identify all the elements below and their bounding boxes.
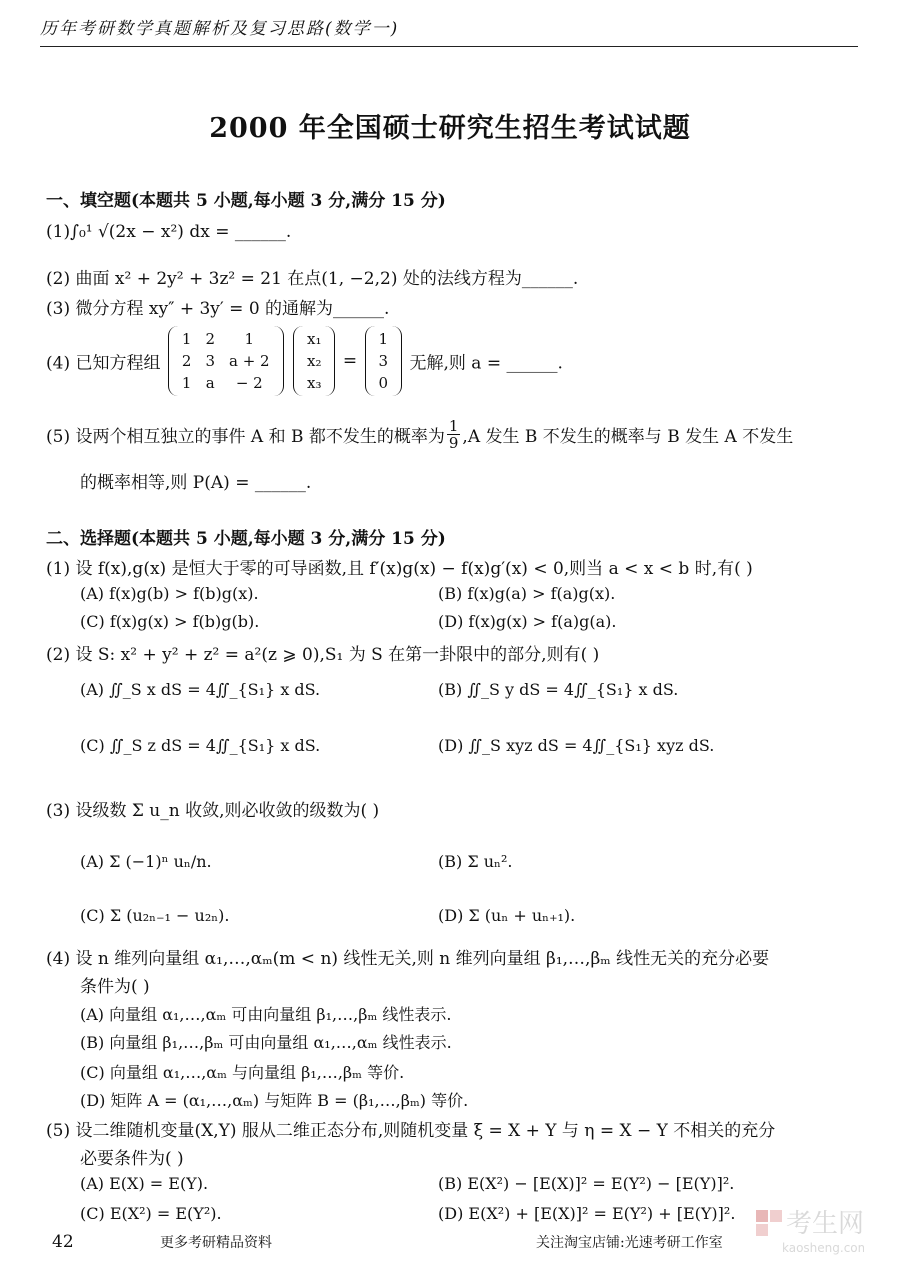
option-c: (C) E(X²) = E(Y²). bbox=[80, 1204, 222, 1223]
watermark-square bbox=[770, 1210, 782, 1222]
option-d: (D) ∬_S xyz dS = 4∬_{S₁} xyz dS. bbox=[438, 736, 715, 755]
option-b: (B) E(X²) − [E(X)]² = E(Y²) − [E(Y)]². bbox=[438, 1174, 735, 1193]
s2-question-1: (1) 设 f(x),g(x) 是恒大于零的可导函数,且 f′(x)g(x) − f(x)g′(x) < 0,则当 a < x < b 时,有( ) bbox=[46, 559, 753, 579]
s2-question-4-cont: 条件为( ) bbox=[80, 977, 150, 997]
q5-text-b: ,A 发生 B 不发生的概率与 B 发生 A 不发生 bbox=[462, 427, 794, 447]
exam-title: 2000 年全国硕士研究生招生考试试题 bbox=[209, 113, 691, 144]
matrix-cell: a + 2 bbox=[228, 352, 270, 370]
option-d: (D) f(x)g(x) > f(a)g(a). bbox=[438, 612, 617, 631]
s1-question-1: (1)∫₀¹ √(2x − x²) dx = ______. bbox=[46, 222, 292, 242]
fraction bbox=[447, 418, 461, 451]
coefficient-matrix bbox=[168, 326, 284, 396]
page-number: 42 bbox=[52, 1232, 74, 1252]
option-b: (B) 向量组 β₁,…,βₘ 可由向量组 α₁,…,αₘ 线性表示. bbox=[80, 1033, 452, 1052]
s2-question-5: (5) 设二维随机变量(X,Y) 服从二维正态分布,则随机变量 ξ = X + Y 与 η = X − Y 不相关的充分 bbox=[46, 1121, 776, 1141]
option-b: (B) ∬_S y dS = 4∬_{S₁} x dS. bbox=[438, 680, 679, 699]
matrix-cell: 3 bbox=[205, 352, 215, 370]
option-a: (A) 向量组 α₁,…,αₘ 可由向量组 β₁,…,βₘ 线性表示. bbox=[80, 1005, 452, 1024]
option-a: (A) ∬_S x dS = 4∬_{S₁} x dS. bbox=[80, 680, 321, 699]
option-d: (D) 矩阵 A = (α₁,…,αₘ) 与矩阵 B = (β₁,…,βₘ) 等价. bbox=[80, 1091, 469, 1110]
matrix-cell: 2 bbox=[205, 330, 215, 348]
section1-heading: 一、填空题(本题共 5 小题,每小题 3 分,满分 15 分) bbox=[46, 191, 446, 211]
fraction-numerator: 1 bbox=[448, 417, 459, 435]
s1-question-3: (3) 微分方程 xy″ + 3y′ = 0 的通解为______. bbox=[46, 299, 390, 319]
fraction-denominator: 9 bbox=[448, 434, 459, 452]
watermark-square bbox=[756, 1210, 768, 1222]
matrix-cell: 2 bbox=[181, 352, 192, 370]
header-text: 历年考研数学真题解析及复习思路(数学一) bbox=[40, 19, 400, 39]
option-a: (A) f(x)g(b) > f(b)g(x). bbox=[80, 584, 259, 603]
variable-vector bbox=[293, 326, 335, 396]
watermark-en: kaosheng.com bbox=[782, 1241, 864, 1255]
rhs-vector bbox=[365, 326, 403, 396]
s2-question-3: (3) 设级数 Σ u_n 收敛,则必收敛的级数为( ) bbox=[46, 801, 380, 821]
s1-question-2: (2) 曲面 x² + 2y² + 3z² = 21 在点(1, −2,2) 处的法线方程为______. bbox=[46, 269, 579, 289]
vector-cell: 3 bbox=[378, 352, 389, 370]
watermark-icon bbox=[752, 1200, 864, 1260]
page-header bbox=[40, 14, 858, 47]
vector-cell: x₂ bbox=[306, 352, 322, 370]
vector-cell: x₁ bbox=[306, 330, 322, 348]
option-c: (C) 向量组 α₁,…,αₘ 与向量组 β₁,…,βₘ 等价. bbox=[80, 1063, 405, 1082]
matrix-cell: 1 bbox=[181, 374, 192, 392]
q5-text-a: (5) 设两个相互独立的事件 A 和 B 都不发生的概率为 bbox=[46, 427, 445, 447]
vector-cell: 0 bbox=[378, 374, 389, 392]
s1-question-4: (4) 已知方程组 1 2 1 2 3 a + 2 1 a − 2 x₁ x₂ x₃ = 1 3 0 无解,则 a = ______. bbox=[46, 326, 563, 396]
matrix-cell: 1 bbox=[181, 330, 192, 348]
watermark-logo bbox=[752, 1200, 864, 1260]
s2-question-4: (4) 设 n 维列向量组 α₁,…,αₘ(m < n) 线性无关,则 n 维列向量组 β₁,…,βₘ 线性无关的充分必要 bbox=[46, 949, 770, 969]
vector-cell: x₃ bbox=[306, 374, 322, 392]
option-c: (C) f(x)g(x) > f(b)g(b). bbox=[80, 612, 260, 631]
option-a: (A) Σ (−1)ⁿ uₙ/n. bbox=[80, 852, 212, 871]
q4-suffix: 无解,则 a = ______. bbox=[409, 353, 563, 374]
footer-left-text: 更多考研精品资料 bbox=[160, 1235, 272, 1251]
option-c: (C) ∬_S z dS = 4∬_{S₁} x dS. bbox=[80, 736, 321, 755]
watermark-cn: 考生网 bbox=[786, 1209, 864, 1239]
s1-question-5 bbox=[46, 418, 793, 451]
option-c: (C) Σ (u₂ₙ₋₁ − u₂ₙ). bbox=[80, 906, 230, 925]
option-d: (D) E(X²) + [E(X)]² = E(Y²) + [E(Y)]². bbox=[438, 1204, 736, 1223]
matrix-cell: a bbox=[205, 374, 215, 392]
vector-cell: 1 bbox=[378, 330, 389, 348]
matrix-cell: − 2 bbox=[235, 374, 263, 392]
option-d: (D) Σ (uₙ + uₙ₊₁). bbox=[438, 906, 576, 925]
footer-right-text: 关注淘宝店铺:光速考研工作室 bbox=[536, 1235, 723, 1251]
watermark-square bbox=[756, 1224, 768, 1236]
s2-question-5-cont: 必要条件为( ) bbox=[80, 1149, 184, 1169]
section2-heading: 二、选择题(本题共 5 小题,每小题 3 分,满分 15 分) bbox=[46, 529, 446, 549]
matrix-cell: 1 bbox=[244, 330, 255, 348]
s1-question-5-cont: 的概率相等,则 P(A) = ______. bbox=[80, 473, 312, 493]
q4-prefix: (4) 已知方程组 bbox=[46, 353, 161, 374]
option-a: (A) E(X) = E(Y). bbox=[80, 1174, 209, 1193]
option-b: (B) Σ uₙ². bbox=[438, 852, 513, 871]
option-b: (B) f(x)g(a) > f(a)g(x). bbox=[438, 584, 616, 603]
s2-question-2: (2) 设 S: x² + y² + z² = a²(z ⩾ 0),S₁ 为 S 在第一卦限中的部分,则有( ) bbox=[46, 645, 600, 665]
